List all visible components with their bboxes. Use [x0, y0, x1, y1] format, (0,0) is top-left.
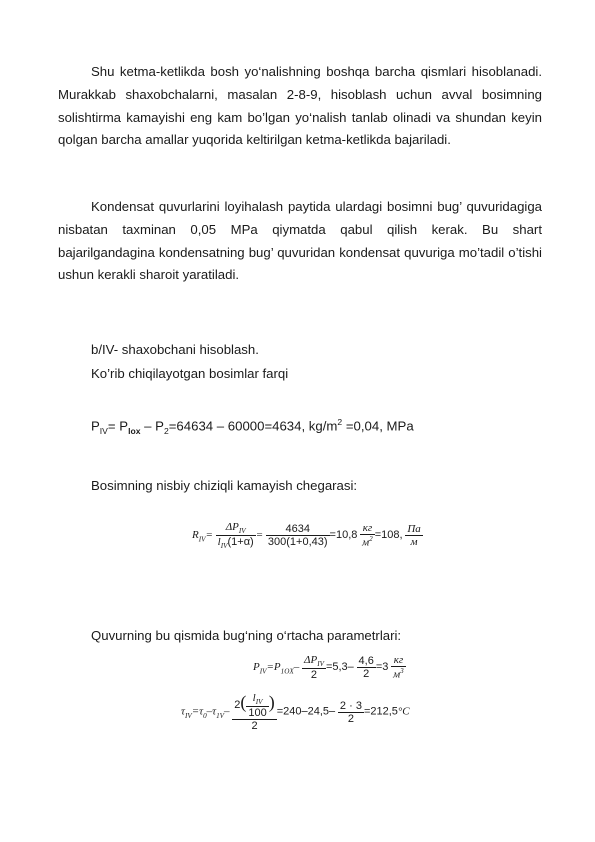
formula-r: $R_{IV}=$ $\frac{\Delta P_{IV}}{l_{IV}(1+\alpha)}$ = $\frac{4634}{300(1+0,43)}$ =10,8 $\frac{кг}{м^2}$ =108, $\frac{Па}{м}$	[192, 521, 421, 551]
formula-tau: $\tau_{IV}=\tau_0-\tau_{1V}-$ 2( $\frac{l_{IV}}{100}$ ) 2 =240–24,5– $\frac{2 \cdot 3}{2}$ =212,5°C	[181, 692, 410, 733]
pressure-equation: $P_{IV}= P_{lox} - P_2=64634 - 60000=4634$, $kg/m^2 =0,04$, MPa	[91, 417, 414, 437]
average-params-label: Quvurning bu qismida bug‘ning o‘rtacha parametrlari:	[91, 628, 402, 643]
formula-p: $P_{IV}=P_{1OX}-$ $\frac{\Delta P_{IV}}{2}$ =5,3– $\frac{4,6}{2}$ =3 $\frac{кг}{м^3}$	[253, 654, 404, 682]
pressure-difference-label: Ko’rib chiqilayotgan bosimlar farqi	[91, 366, 289, 381]
paragraph-1: Shu ketma-ketlikda bosh yo‘nalishning boshqa barcha qismlari hisoblanadi. Murakkab shaxobchalarni, masalan 2-8-9, hisoblash uchun avval bosimning solishtirma kamayishi eng kam bo’lgan yo‘nalish tanlab olinadi va shundan keyin qolgan barcha amallar yuqorida keltirilgan ketma-ketlikda bajariladi.	[58, 64, 542, 148]
paragraph-2: Kondensat quvurlarini loyihalash paytida ulardagi bosimni bug’ quvuridagiga nisbatan taxminan 0,05 MPa qiymatda qabul qilish kerak. Bu shart bajarilgandagina kondensatning bug’ quvuridan kondensat quvuriga mo’tadil o’tishi ushun kerakli sharoit yaratiladi.	[58, 199, 542, 283]
section-title: b/IV- shaxobchani hisoblash.	[91, 342, 259, 357]
limit-label: Bosimning nisbiy chiziqli kamayish chegarasi:	[91, 478, 358, 493]
